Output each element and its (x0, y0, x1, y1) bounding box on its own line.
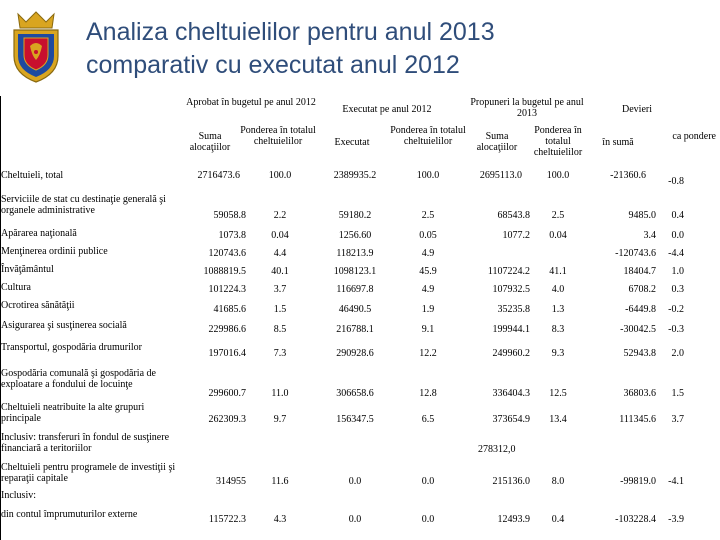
cell-executat: 216788.1 (336, 324, 374, 335)
cell-aprobat-pondere: 11.6 (271, 476, 289, 487)
cell-devieri-suma: -120743.6 (615, 248, 656, 259)
cell-executat: 46490.5 (338, 304, 372, 315)
header-in-suma: în sumă (602, 137, 634, 148)
cell-devieri-suma: 18404.7 (623, 266, 656, 277)
cell-aprobat-suma: 41685.6 (213, 304, 246, 315)
cell-aprobat-suma: 115722.3 (208, 514, 246, 525)
row-label: Învăţământul (1, 264, 54, 275)
row-label: Apărarea naţională (1, 228, 77, 239)
cell-devieri-suma: 52943.8 (623, 348, 656, 359)
row-label: Gospodăria comunală şi gospodăria de exploatare a fondului de locuinţe (1, 368, 156, 390)
cell-aprobat-pondere: 1.5 (273, 304, 287, 315)
cell-executat-pondere: 12.8 (419, 388, 437, 399)
cell-executat: 1256.60 (338, 230, 372, 241)
header-executat-sub: Executat (334, 137, 370, 148)
header-suma-aprobat: Suma alocaţiilor (189, 131, 231, 153)
header-pondere-propuneri: Ponderea în totalul cheltuielilor (533, 125, 583, 158)
row-label: Ocrotirea sănătăţii (1, 300, 75, 311)
row-label: Asigurarea şi susţinerea socială (1, 320, 127, 331)
cell-propuneri-suma: 199944.1 (492, 324, 530, 335)
cell-propuneri-pondere: 9.3 (551, 348, 565, 359)
cell-executat-pondere: 9.1 (421, 324, 435, 335)
cell-executat-pondere: 4.9 (421, 248, 435, 259)
cell-propuneri-suma: 1107224.2 (487, 266, 530, 277)
cell-aprobat-suma: 197016.4 (208, 348, 246, 359)
cell-aprobat-pondere: 4.4 (273, 248, 287, 259)
cell-executat: 118213.9 (336, 248, 374, 259)
cell-propuneri-pondere: 8.3 (551, 324, 565, 335)
cell-executat-pondere: 12.2 (419, 348, 437, 359)
cell-executat: 306658.6 (336, 388, 374, 399)
cell-propuneri-pondere: 1.3 (551, 304, 565, 315)
cell-propuneri-suma: 249960.2 (492, 348, 530, 359)
cell-aprobat-suma: 2716473.6 (197, 170, 240, 181)
cell-devieri-pondere: 0.4 (671, 210, 684, 221)
cell-devieri-suma: 9485.0 (628, 210, 656, 221)
cell-propuneri-suma: 1077.2 (502, 230, 530, 241)
cell-devieri-suma: 6708.2 (628, 284, 656, 295)
cell-executat-pondere: 0.0 (421, 514, 435, 525)
cell-aprobat-suma: 1073.8 (218, 230, 246, 241)
cell-propuneri-suma: 68543.8 (497, 210, 530, 221)
cell-devieri-suma: 111345.6 (619, 414, 656, 425)
cell-executat-pondere: 6.5 (421, 414, 435, 425)
cell-propuneri-pondere: 2.5 (551, 210, 565, 221)
row-label: Menţinerea ordinii publice (1, 246, 108, 257)
cell-devieri-pondere: -4.4 (668, 248, 684, 259)
cell-propuneri-pondere: 0.4 (551, 514, 565, 525)
cell-executat-pondere: 0.05 (419, 230, 437, 241)
cell-propuneri-suma: 107932.5 (492, 284, 530, 295)
cell-aprobat-suma: 314955 (216, 476, 246, 487)
cell-executat-pondere: 2.5 (421, 210, 435, 221)
cell-aprobat-pondere: 100.0 (268, 170, 292, 181)
cell-devieri-suma: 36803.6 (623, 388, 656, 399)
cell-devieri-pondere: 0.0 (671, 230, 684, 241)
cell-executat-pondere: 100.0 (416, 170, 440, 181)
cell-devieri-pondere: -4.1 (668, 476, 684, 487)
cell-aprobat-pondere: 9.7 (273, 414, 287, 425)
cell-devieri-suma: -30042.5 (620, 324, 656, 335)
cell-propuneri-suma: 12493.9 (497, 514, 530, 525)
cell-aprobat-pondere: 7.3 (273, 348, 287, 359)
row-label: Cheltuieli pentru programele de investiţii şi reparaţii capitale (1, 462, 176, 484)
cell-executat-pondere: 1.9 (421, 304, 435, 315)
cell-devieri-suma: -6449.8 (625, 304, 656, 315)
cell-devieri-pondere: 1.5 (671, 388, 684, 399)
cell-aprobat-suma: 262309.3 (208, 414, 246, 425)
cell-devieri-suma: -103228.4 (615, 514, 656, 525)
cell-aprobat-pondere: 4.3 (273, 514, 287, 525)
cell-executat: 0.0 (348, 476, 362, 487)
header-executat: Executat pe anul 2012 (342, 104, 432, 115)
cell-executat: 156347.5 (336, 414, 374, 425)
expenditure-table (0, 96, 720, 540)
cell-executat-pondere: 4.9 (421, 284, 435, 295)
cell-aprobat-suma: 120743.6 (208, 248, 246, 259)
row-label: din contul împrumuturilor externe (1, 509, 138, 520)
cell-aprobat-suma: 101224.3 (208, 284, 246, 295)
cell-devieri-suma: 3.4 (643, 230, 656, 241)
cell-propuneri-pondere: 100.0 (546, 170, 570, 181)
header-suma-propuneri: Suma alocaţiilor (476, 131, 518, 153)
header-ca-pondere: ca pondere (672, 131, 716, 142)
title-line-1: Analiza cheltuielilor pentru anul 2013 (86, 18, 495, 46)
cell-devieri-suma: -99819.0 (620, 476, 656, 487)
row-label: Cheltuieli neatribuite la alte grupuri principale (1, 402, 145, 424)
slide-title (86, 16, 716, 82)
cell-executat-pondere: 0.0 (421, 476, 435, 487)
cell-devieri-pondere: -0.2 (668, 304, 684, 315)
cell-devieri-pondere: -0.3 (668, 324, 684, 335)
cell-devieri-pondere: -3.9 (668, 514, 684, 525)
header-pondere-executat: Ponderea în totalul cheltuielilor (390, 125, 466, 147)
coat-of-arms-logo (8, 8, 64, 84)
cell-executat: 2389935.2 (333, 170, 377, 181)
cell-propuneri-pondere: 12.5 (549, 388, 567, 399)
cell-propuneri-pondere: 8.0 (551, 476, 565, 487)
cell-propuneri-pondere: 0.04 (549, 230, 567, 241)
cell-propuneri-suma: 336404.3 (492, 388, 530, 399)
cell-aprobat-suma: 59058.8 (213, 210, 246, 221)
cell-aprobat-pondere: 0.04 (271, 230, 289, 241)
cell-propuneri-suma: 35235.8 (497, 304, 530, 315)
cell-aprobat-pondere: 8.5 (273, 324, 287, 335)
cell-propuneri-suma: 215136.0 (492, 476, 530, 487)
cell-aprobat-pondere: 40.1 (271, 266, 289, 277)
row-label: Cultura (1, 282, 31, 293)
cell-devieri-suma: -21360.6 (610, 170, 646, 181)
cell-devieri-pondere: 3.7 (671, 414, 684, 425)
cell-executat: 290928.6 (336, 348, 374, 359)
cell-aprobat-suma: 299600.7 (208, 388, 246, 399)
title-line-2: comparativ cu executat anul 2012 (86, 51, 460, 79)
row-label: Transportul, gospodăria drumurilor (1, 342, 143, 353)
cell-devieri-pondere: 2.0 (671, 348, 684, 359)
cell-devieri-pondere: 0.3 (671, 284, 684, 295)
cell-executat: 0.0 (348, 514, 362, 525)
row-label: Inclusiv: transferuri în fondul de susţinere financiară a teritoriilor (1, 432, 170, 454)
cell-executat-pondere: 45.9 (419, 266, 437, 277)
row-label: Inclusiv: (1, 490, 36, 501)
row-label: Cheltuieli, total (1, 170, 64, 181)
header-pondere-aprobat: Ponderea în totalul cheltuielilor (240, 125, 316, 147)
cell-devieri-pondere: 1.0 (671, 266, 684, 277)
cell-propuneri-pondere: 13.4 (549, 414, 567, 425)
cell-executat: 59180.2 (338, 210, 372, 221)
header-aprobat: Aprobat în bugetul pe anul 2012 (186, 97, 316, 108)
cell-propuneri-note: 278312,0 (478, 444, 516, 455)
header-devieri: Devieri (622, 104, 652, 115)
cell-aprobat-pondere: 2.2 (273, 210, 287, 221)
cell-devieri-pondere: -0.8 (668, 176, 684, 187)
cell-propuneri-pondere: 41.1 (549, 266, 567, 277)
cell-propuneri-suma: 2695113.0 (479, 170, 522, 181)
cell-aprobat-pondere: 3.7 (273, 284, 287, 295)
cell-aprobat-pondere: 11.0 (271, 388, 289, 399)
cell-propuneri-suma: 373654.9 (492, 414, 530, 425)
header-propuneri: Propuneri la bugetul pe anul 2013 (470, 97, 584, 119)
row-label: Serviciile de stat cu destinaţie generală şi organele administrative (1, 194, 166, 216)
cell-executat: 116697.8 (336, 284, 374, 295)
cell-propuneri-pondere: 4.0 (551, 284, 565, 295)
cell-executat: 1098123.1 (333, 266, 377, 277)
cell-aprobat-suma: 229986.6 (208, 324, 246, 335)
cell-aprobat-suma: 1088819.5 (203, 266, 246, 277)
